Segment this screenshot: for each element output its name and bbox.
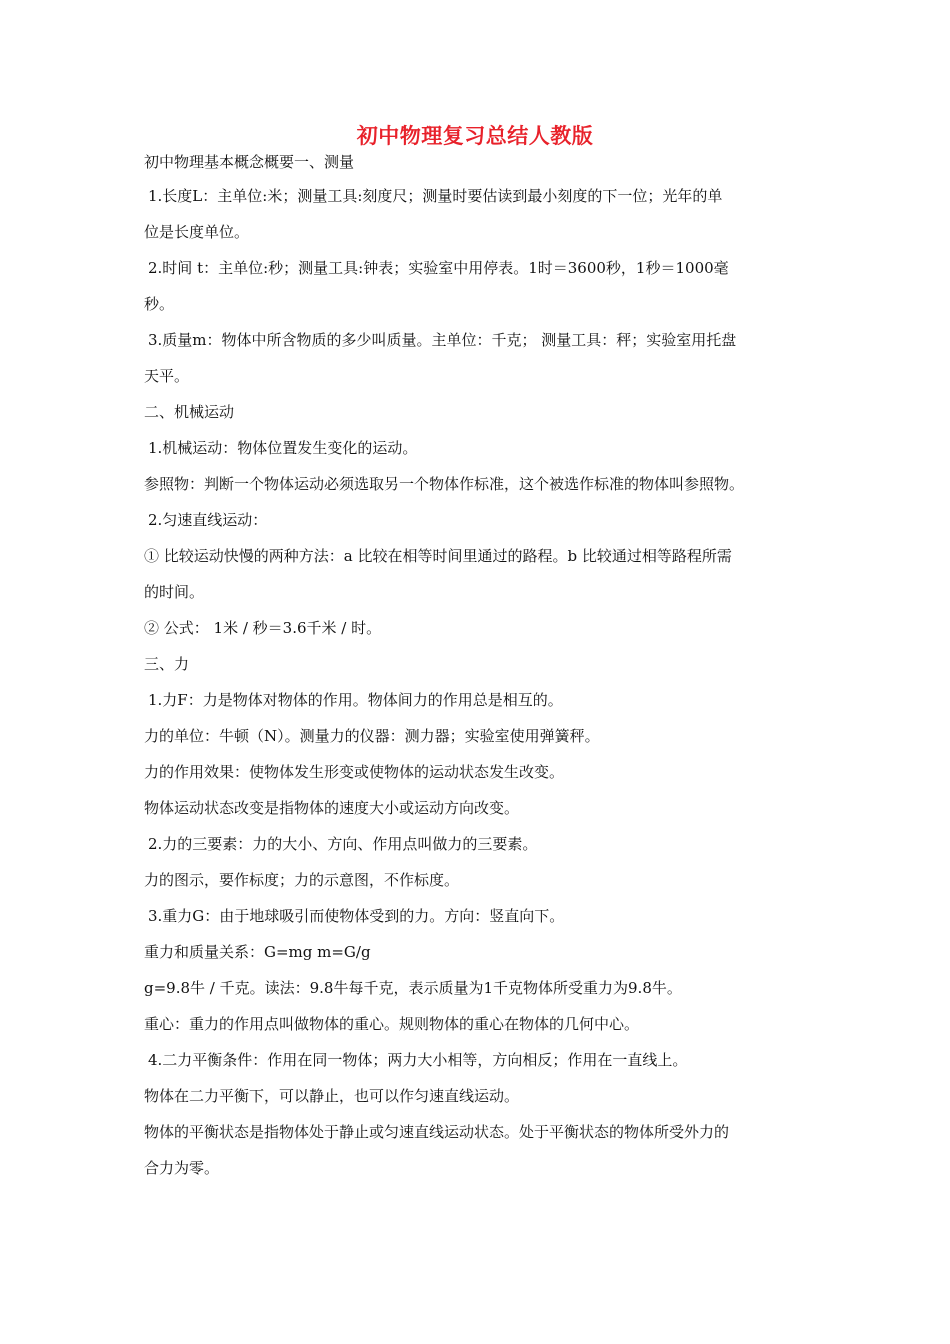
text-line: 三、力 bbox=[144, 655, 190, 673]
text-line: 1.机械运动：物体位置发生变化的运动。 bbox=[148, 439, 418, 457]
text-line: 力的作用效果：使物体发生形变或使物体的运动状态发生改变。 bbox=[144, 763, 565, 781]
text-line: 秒。 bbox=[144, 295, 175, 313]
text-line: 初中物理基本概念概要一、测量 bbox=[144, 153, 355, 171]
text-line: ② 公式： 1米 / 秒＝3.6千米 / 时。 bbox=[144, 619, 382, 637]
text-line: 重心：重力的作用点叫做物体的重心。规则物体的重心在物体的几何中心。 bbox=[144, 1015, 640, 1033]
text-line: 1.力F：力是物体对物体的作用。物体间力的作用总是相互的。 bbox=[148, 691, 563, 709]
text-line: 1.长度L：主单位:米；测量工具:刻度尺；测量时要估读到最小刻度的下一位；光年的单 bbox=[148, 187, 723, 205]
text-line: 4.二力平衡条件：作用在同一物体；两力大小相等，方向相反；作用在一直线上。 bbox=[148, 1051, 688, 1069]
text-line: 3.重力G：由于地球吸引而使物体受到的力。方向：竖直向下。 bbox=[148, 907, 565, 925]
text-line: 参照物：判断一个物体运动必须选取另一个物体作标准，这个被选作标准的物体叫参照物。 bbox=[144, 475, 745, 493]
text-line: 物体的平衡状态是指物体处于静止或匀速直线运动状态。处于平衡状态的物体所受外力的 bbox=[144, 1123, 730, 1141]
text-line: 合力为零。 bbox=[144, 1159, 220, 1177]
text-line: 3.质量m：物体中所含物质的多少叫质量。主单位：千克； 测量工具：秤；实验室用托盘 bbox=[148, 331, 737, 349]
document-title: 初中物理复习总结人教版 bbox=[356, 124, 594, 148]
text-line: 重力和质量关系：G=mg m=G/g bbox=[144, 943, 371, 961]
text-line: 位是长度单位。 bbox=[144, 223, 250, 241]
text-line: 的时间。 bbox=[144, 583, 205, 601]
text-line: 天平。 bbox=[144, 367, 190, 385]
text-line: 物体在二力平衡下，可以静止，也可以作匀速直线运动。 bbox=[144, 1087, 520, 1105]
text-line: 力的图示，要作标度；力的示意图，不作标度。 bbox=[144, 871, 460, 889]
text-line: 二、机械运动 bbox=[144, 403, 235, 421]
text-line: 物体运动状态改变是指物体的速度大小或运动方向改变。 bbox=[144, 799, 520, 817]
document-body bbox=[144, 150, 812, 1186]
text-line: g=9.8牛 / 千克。读法：9.8牛每千克，表示质量为1千克物体所受重力为9.8牛。 bbox=[144, 979, 682, 997]
text-line: 2.力的三要素：力的大小、方向、作用点叫做力的三要素。 bbox=[148, 835, 538, 853]
text-line: 2.时间 t：主单位:秒；测量工具:钟表；实验室中用停表。1时＝3600秒，1秒＝1000毫 bbox=[148, 259, 729, 277]
text-line: ① 比较运动快慢的两种方法：a 比较在相等时间里通过的路程。b 比较通过相等路程所需 bbox=[144, 547, 732, 565]
text-line: 2.匀速直线运动： bbox=[148, 511, 268, 529]
text-line: 力的单位：牛顿（N）。测量力的仪器：测力器；实验室使用弹簧秤。 bbox=[144, 727, 600, 745]
